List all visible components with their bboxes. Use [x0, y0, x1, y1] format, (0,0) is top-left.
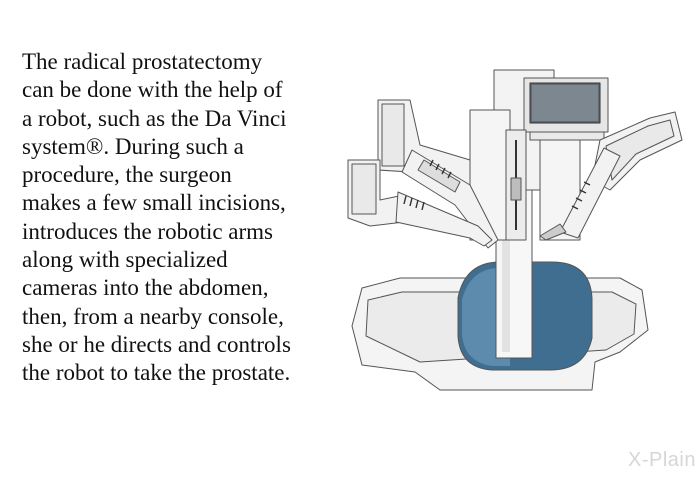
description-line: The radical prostatectomy — [22, 49, 263, 74]
description-line: introduces the robotic arms — [22, 218, 274, 244]
description-line: then, from a nearby console, — [22, 303, 284, 329]
description-line: a robot, such as the Da Vinci — [22, 105, 287, 131]
description-line: along with specialized — [22, 247, 228, 273]
description-line: system®. During such a — [22, 133, 244, 159]
logo-text: X-Plain — [628, 449, 696, 471]
description-line: procedure, the surgeon — [22, 162, 232, 188]
description-line: the robot to take the prostate. — [22, 360, 291, 386]
description-line: she or he directs and controls — [22, 331, 291, 357]
description-text — [22, 48, 344, 388]
x-plain-logo — [628, 449, 696, 472]
robot-illustration — [340, 60, 700, 400]
description-line: cameras into the abdomen, — [22, 275, 269, 301]
description-line: makes a few small incisions, — [22, 190, 286, 216]
description-line: can be done with the help of — [22, 77, 283, 103]
